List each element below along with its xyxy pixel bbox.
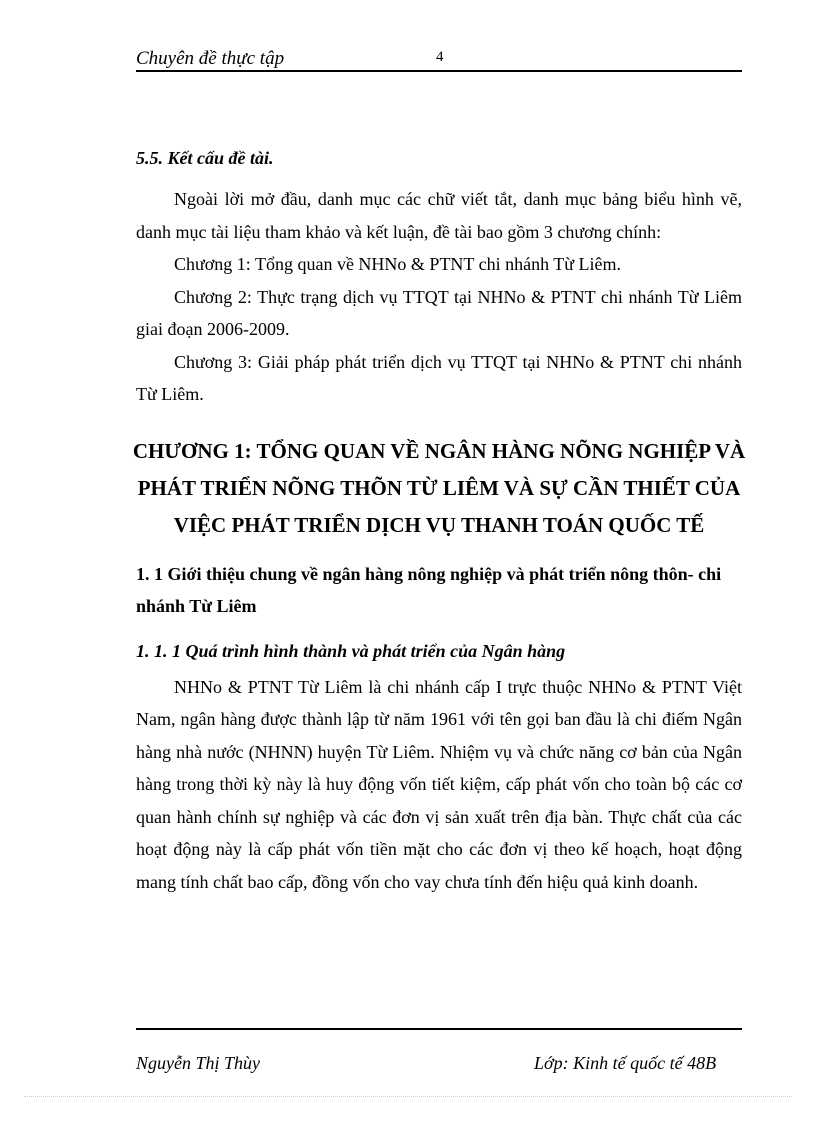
- header-divider: [136, 70, 742, 72]
- chapter-2-summary: Chương 2: Thực trạng dịch vụ TTQT tại NHNo & PTNT chi nhánh Từ Liêm giai đoạn 2006-2009.: [136, 286, 742, 339]
- page-bottom-edge: [24, 1096, 792, 1097]
- chapter-3-summary: Chương 3: Giải pháp phát triển dịch vụ TTQT tại NHNo & PTNT chi nhánh Từ Liêm.: [136, 351, 742, 404]
- page-body: [132, 136, 746, 898]
- chapter-heading: CHƯƠNG 1: TỔNG QUAN VỀ NGÂN HÀNG NÕNG NGHIỆP VÀ PHÁT TRIỂN NÕNG THÕN TỪ LIÊM VÀ SỰ CẦN THIẾT CỦA VIỆC PHÁT TRIỂN DỊCH VỤ THANH TOÁN QUỐC TẾ: [132, 438, 746, 537]
- history-paragraph: NHNo & PTNT Từ Liêm là chi nhánh cấp I trực thuộc NHNo & PTNT Việt Nam, ngân hàng được thành lập từ năm 1961 với tên gọi ban đầu là chi điếm Ngân hàng nhà nước (NHNN) huyện Từ Liêm. Nhiệm vụ và chức năng cơ bản của Ngân hàng trong thời kỳ này là huy động vốn tiết kiệm, cấp phát vốn cho toàn bộ các cơ quan hành chính sự nghiệp và các đơn vị sản xuất trên địa bàn. Thực chất của các hoạt động này là cấp phát vốn tiền mặt cho các đơn vị theo kế hoạch, hoạt động mang tính chất bao cấp, đồng vốn cho vay chưa tính đến hiệu quả kinh doanh.: [136, 676, 742, 892]
- footer-class: Lớp: Kinh tế quốc tế 48B: [534, 1053, 717, 1073]
- header-title: Chuyên đề thực tập: [136, 48, 285, 69]
- section-heading-1-1: 1. 1 Giới thiệu chung về ngân hàng nông nghiệp và phát triển nông thôn- chi nhánh Từ Liêm: [136, 563, 722, 616]
- footer-divider: [136, 1028, 742, 1030]
- chapter-1-summary: Chương 1: Tổng quan về NHNo & PTNT chi nhánh Từ Liêm.: [174, 254, 621, 274]
- intro-paragraph: Ngoài lời mở đầu, danh mục các chữ viết tắt, danh mục bảng biểu hình vẽ, danh mục tài liệu tham khảo và kết luận, đề tài bao gồm 3 chương chính:: [136, 189, 742, 242]
- section-heading-5-5: 5.5. Kết cấu đề tài.: [136, 148, 274, 168]
- page-number: 4: [436, 49, 444, 65]
- footer-author: Nguyễn Thị Thùy: [136, 1053, 260, 1073]
- section-heading-1-1-1: 1. 1. 1 Quá trình hình thành và phát triển của Ngân hàng: [136, 640, 566, 661]
